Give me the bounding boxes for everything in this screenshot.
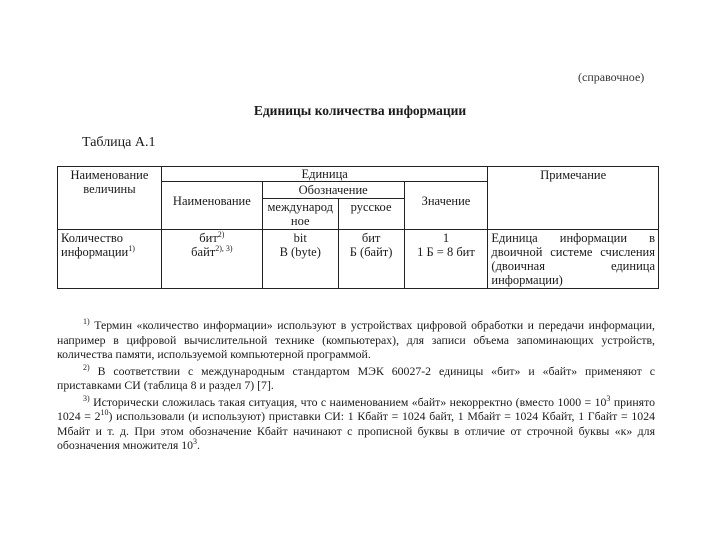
footnote-1: $^{1)}$ Термин «количество информации» используют в устройствах цифровой обработки и передачи информации, например в цифровой вычислительной технике (компьютерах), для записи объема запоминающих устройств, количества памяти, используемой компьютерной программой.: [57, 317, 655, 361]
table-label: Таблица А.1: [82, 135, 156, 150]
table-header-row: [58, 167, 659, 182]
document-title: Единицы количества информации: [253, 103, 467, 118]
header-unit: Единица: [161, 167, 488, 182]
cell-name: бит$^{2)}$ байт$^{2), 3)}$: [161, 230, 262, 289]
header-international: международное: [262, 199, 338, 230]
cell-international: bit B (byte): [262, 230, 338, 289]
footnote-2: $^{2)}$ В соответствии с международным стандартом МЭК 60027-2 единицы «бит» и «байт» применяют с приставками СИ (таблица 8 и раздел 7) [7].: [57, 362, 655, 392]
cell-value: 1 1 Б = 8 бит: [404, 230, 488, 289]
header-note: Примечание: [488, 167, 659, 230]
units-table: [57, 166, 659, 289]
footnotes: [57, 318, 655, 455]
table-row: [58, 230, 659, 289]
header-designation: Обозначение: [262, 182, 404, 199]
appendix-note-fragment: (справочное): [578, 70, 645, 84]
header-naming: Наименование: [161, 182, 262, 230]
header-russian: русское: [338, 199, 404, 230]
footnote-3: $^{3)}$ Исторически сложилась такая ситуация, что с наименованием «байт» некорректно (вместо $1000 = 10^3$ принято $1024 = 2^{10}$) использовали (и используют) приставки СИ: 1 Кбайт = 1024 байт, 1 Мбайт = 1024 Кбайт, 1 Гбайт = 1024 Мбайт и т. д. При этом обозначение Кбайт начинают с прописной буквы в отличие от строчной буквы «к» для обозначения множителя $10^3$.: [57, 393, 655, 452]
cell-quantity: Количество информации$^{1)}$: [58, 230, 162, 289]
header-quantity-name: Наименование величины: [58, 167, 162, 230]
header-value: Значение: [404, 182, 488, 230]
cell-note: Единица информации в двоичной системе счисления (двоичная единица информации): [488, 230, 659, 289]
cell-russian: бит Б (байт): [338, 230, 404, 289]
